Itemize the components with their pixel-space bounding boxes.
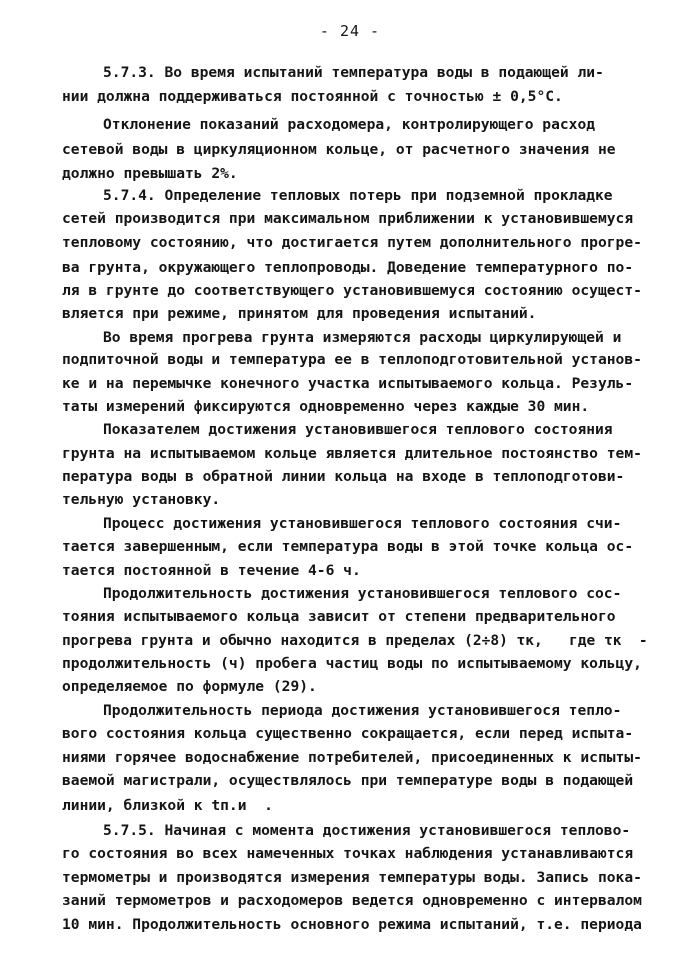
text-line: должно превышать 2%. <box>62 165 238 182</box>
text-line: Отклонение показаний расходомера, контролирующего расход <box>103 116 596 133</box>
text-line: прогрева грунта и обычно находится в пределах (2÷8) τк, где τк - <box>62 632 648 649</box>
text-line: подпиточной воды и температура ее в теплоподготовительной установ- <box>62 351 642 368</box>
text-line: определяемое по формуле (29). <box>62 678 317 695</box>
text-line: 5.7.5. Начиная с момента достижения установившегося теплово- <box>103 822 631 839</box>
text-line: сетевой воды в циркуляционном кольце, от расчетного значения не <box>62 141 616 158</box>
text-line: продолжительность (ч) пробега частиц воды по испытываемому кольцу, <box>62 655 642 672</box>
text-line: 5.7.3. Во время испытаний температура воды в подающей ли- <box>103 64 604 81</box>
text-line: заний термометров и расходомеров ведется одновременно с интервалом <box>62 892 642 909</box>
text-line: тепловому состоянию, что достигается путем дополнительного прогре- <box>62 234 642 251</box>
text-line: ке и на перемычке конечного участка испытываемого кольца. Резуль- <box>62 375 634 392</box>
text-line: Продолжительность периода достижения установившегося тепло- <box>103 702 622 719</box>
text-line: Показателем достижения установившегося теплового состояния <box>103 421 613 438</box>
text-line: 5.7.4. Определение тепловых потерь при подземной прокладке <box>103 187 613 204</box>
text-line: Продолжительность достижения установившегося теплового сос- <box>103 585 622 602</box>
text-line: ваемой магистрали, осуществлялось при температуре воды в подающей <box>62 772 634 789</box>
text-line: линии, близкой к tп.и . <box>62 797 273 814</box>
text-line: грунта на испытываемом кольце является длительное постоянство тем- <box>62 445 642 462</box>
text-line: вого состояния кольца существенно сокращается, если перед испыта- <box>62 725 634 742</box>
text-line: Во время прогрева грунта измеряются расходы циркулирующей и <box>103 329 622 346</box>
text-line: 10 мин. Продолжительность основного режима испытаний, т.е. периода <box>62 916 642 933</box>
text-line: таты измерений фиксируются одновременно через каждые 30 мин. <box>62 398 590 415</box>
text-line: вляется при режиме, принятом для проведения испытаний. <box>62 305 537 322</box>
text-line: го состояния во всех намеченных точках наблюдения устанавливаются <box>62 845 634 862</box>
text-line: тояния испытываемого кольца зависит от степени предварительного <box>62 608 616 625</box>
text-line: ниями горячее водоснабжение потребителей, присоединенных к испыты- <box>62 749 642 766</box>
text-line: тельную установку. <box>62 491 221 508</box>
text-line: термометры и производятся измерения температуры воды. Запись пока- <box>62 869 642 886</box>
text-line: пература воды в обратной линии кольца на входе в теплоподготови- <box>62 468 625 485</box>
text-line: Процесс достижения установившегося теплового состояния счи- <box>103 515 622 532</box>
text-line: тается постоянной в течение 4-6 ч. <box>62 562 361 579</box>
page-number: - 24 - <box>319 22 381 40</box>
text-line: ля в грунте до соответствующего установившемуся состоянию осущест- <box>62 282 642 299</box>
text-line: сетей производится при максимальном приближении к установившемуся <box>62 210 634 227</box>
text-line: нии должна поддерживаться постоянной с точностью ± 0,5°С. <box>62 88 563 105</box>
text-line: ва грунта, окружающего теплопроводы. Доведение температурного по- <box>62 259 634 276</box>
text-line: тается завершенным, если температура воды в этой точке кольца ос- <box>62 538 634 555</box>
